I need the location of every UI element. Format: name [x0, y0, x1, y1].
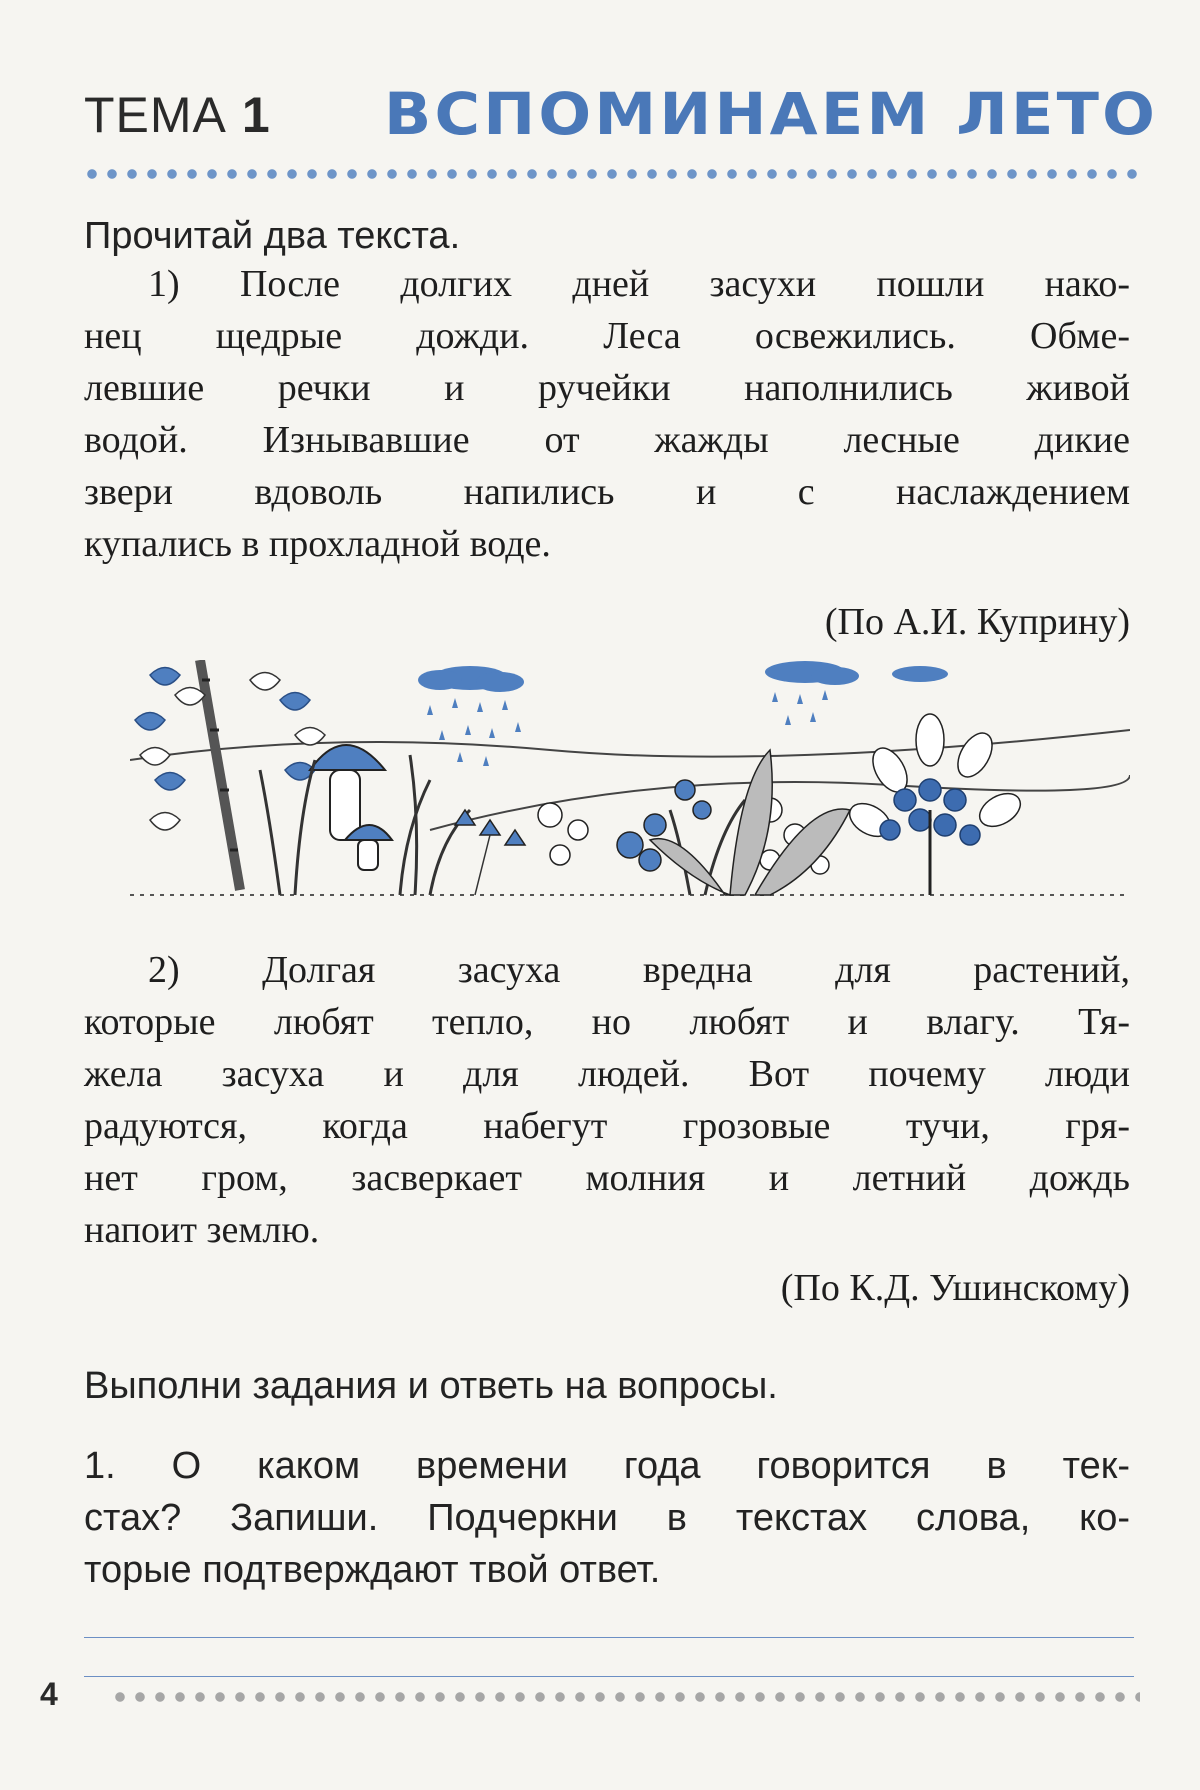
rain-cloud-icon	[892, 666, 948, 682]
text2-line: жела засуха и для людей. Вот почему люди	[84, 1053, 1130, 1095]
birch-tree-icon	[135, 660, 325, 890]
text2-source: (По К.Д. Ушинскому)	[780, 1267, 1130, 1309]
text2-line: напоит землю.	[84, 1209, 320, 1251]
task1-line: торые подтверждают твой ответ.	[84, 1549, 661, 1591]
text1-line: нец щедрые дожди. Леса освежились. Обме-	[84, 315, 1130, 357]
text-passage-1	[84, 258, 1130, 570]
task1-line: стах? Запиши. Подчеркни в текстах слова, ко-	[84, 1497, 1130, 1539]
text1-line: купались в прохладной воде.	[84, 523, 551, 565]
blueberry-bush-icon	[844, 714, 1026, 895]
text2-line: радуются, когда набегут грозовые тучи, гря-	[84, 1105, 1130, 1147]
text1-line: 1) После долгих дней засухи пошли нако-	[148, 263, 1130, 305]
text-passage-2	[84, 944, 1130, 1256]
page-header	[84, 80, 1159, 152]
theme-number: 1	[241, 87, 271, 143]
rain-cloud-icon	[418, 666, 524, 692]
footer-dotted-divider	[110, 1690, 1140, 1704]
task1-line: 1. О каком времени года говорится в тек-	[84, 1445, 1130, 1487]
theme-label	[84, 86, 271, 144]
text1-line: левшие речки и ручейки наполнились живой	[84, 367, 1130, 409]
forget-me-not-flower-icon	[617, 780, 711, 871]
page-number: 4	[40, 1676, 58, 1712]
text2-line: которые любят тепло, но любят и влагу. Тя-	[84, 1001, 1130, 1043]
text1-line: звери вдоволь напились и с наслаждением	[84, 471, 1130, 513]
tasks-instruction: Выполни задания и ответь на вопросы.	[84, 1365, 778, 1407]
task-1	[84, 1440, 1130, 1596]
answer-line[interactable]	[84, 1637, 1134, 1638]
text1-source: (По А.И. Куприну)	[824, 601, 1130, 643]
text1-line: водой. Изнывавшие от жажды лесные дикие	[84, 419, 1130, 461]
theme-title: ВСПОМИНАЕМ ЛЕТО	[384, 80, 1159, 148]
answer-line[interactable]	[84, 1676, 1134, 1677]
mushroom-icon	[310, 745, 392, 870]
header-dotted-divider	[82, 167, 1140, 181]
rain-cloud-icon	[765, 661, 859, 685]
summer-meadow-illustration	[130, 660, 1130, 900]
text2-line: нет гром, засверкает молния и летний дождь	[84, 1157, 1130, 1199]
read-instruction: Прочитай два текста.	[84, 215, 461, 257]
theme-word: ТЕМА	[84, 87, 227, 143]
text2-line: 2) Долгая засуха вредна для растений,	[148, 949, 1130, 991]
bluebell-flower-icon	[455, 810, 525, 895]
